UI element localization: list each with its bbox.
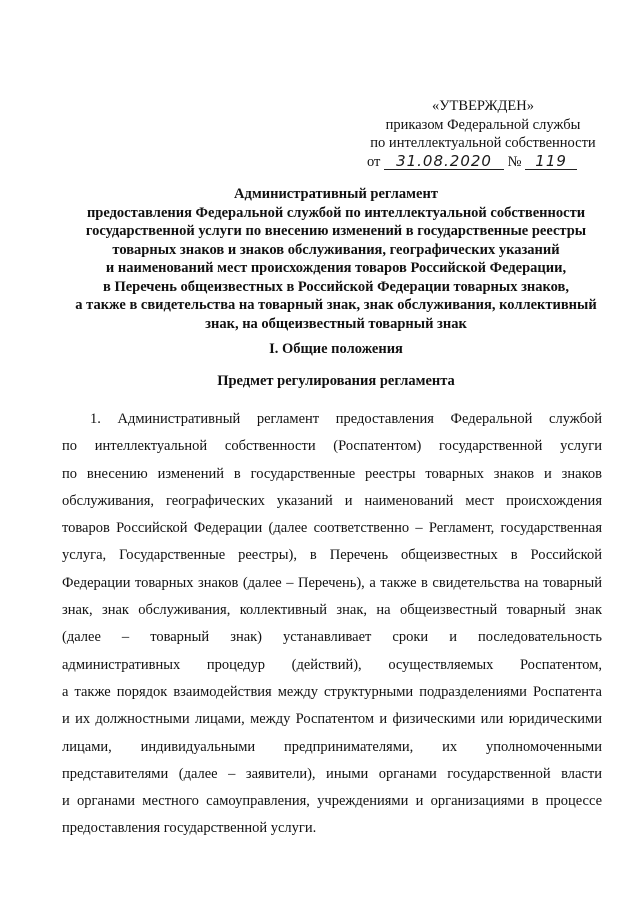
paragraph-line: Федерации товарных знаков (далее – Перечень), а также в свидетельства на товарный	[62, 574, 602, 591]
title-line: в Перечень общеизвестных в Российской Федерации товарных знаков,	[102, 278, 570, 295]
title-line: Административный регламент	[234, 186, 438, 202]
approval-number-label: №	[507, 153, 522, 170]
paragraph-line: административных процедур (действий), осуществляемых Роспатентом,	[62, 656, 602, 673]
paragraph-line: знак, знак обслуживания, коллективный знак, на общеизвестный товарный знак	[62, 602, 602, 619]
paragraph-1	[62, 406, 602, 843]
approval-date: 31.08.2020	[384, 154, 504, 170]
title-line: государственной услуги по внесению изменений в государственные реестры	[85, 223, 587, 239]
title-line: а также в свидетельства на товарный знак, знак обслуживания, коллективный	[75, 297, 597, 313]
approval-stamp: «УТВЕРЖДЕН»	[432, 98, 534, 114]
title-line: товарных знаков и знаков обслуживания, географических указаний	[112, 241, 560, 258]
approval-line-2: по интеллектуальной собственности	[370, 135, 596, 151]
paragraph-line: обслуживания, географических указаний и наименований мест происхождения	[62, 492, 602, 509]
paragraph-line: и их должностными лицами, между Роспатентом и физическими или юридическими	[62, 711, 602, 728]
paragraph-line: лицами, индивидуальными предпринимателями, их уполномоченными	[62, 738, 602, 755]
paragraph-line: услуга, Государственные реестры), в Перечень общеизвестных в Российской	[62, 547, 602, 564]
paragraph-line: а также порядок взаимодействия между структурными подразделениями Роспатента	[62, 683, 602, 700]
approval-block	[363, 97, 603, 171]
title-line: предоставления Федеральной службой по интеллектуальной собственности	[86, 204, 586, 221]
section-subheading: Предмет регулирования регламента	[217, 373, 455, 389]
approval-order-line	[363, 153, 603, 172]
paragraph-line: 1. Административный регламент предоставления Федеральной службой	[90, 411, 602, 427]
document-title	[52, 185, 620, 333]
title-line: знак, на общеизвестный товарный знак	[205, 315, 467, 332]
paragraph-line: и органами местного самоуправления, учреждениями и организациями в процессе	[62, 793, 602, 810]
paragraph-line: представителями (далее – заявители), иными органами государственной власти	[62, 765, 602, 782]
paragraph-line: (далее – товарный знак) устанавливает сроки и последовательность	[62, 629, 602, 646]
approval-from-label: от	[367, 153, 381, 170]
approval-number: 119	[525, 154, 577, 170]
section-heading: I. Общие положения	[269, 341, 403, 357]
paragraph-line: предоставления государственной услуги.	[62, 820, 317, 837]
paragraph-line: по интеллектуальной собственности (Роспатентом) государственной услуги	[62, 438, 602, 455]
paragraph-line: по внесению изменений в государственные реестры товарных знаков и знаков	[62, 465, 602, 482]
approval-line-1: приказом Федеральной службы	[385, 116, 581, 133]
paragraph-line: товаров Российской Федерации (далее соответственно – Регламент, государственная	[62, 520, 602, 537]
title-line: и наименований мест происхождения товаров Российской Федерации,	[105, 260, 567, 276]
